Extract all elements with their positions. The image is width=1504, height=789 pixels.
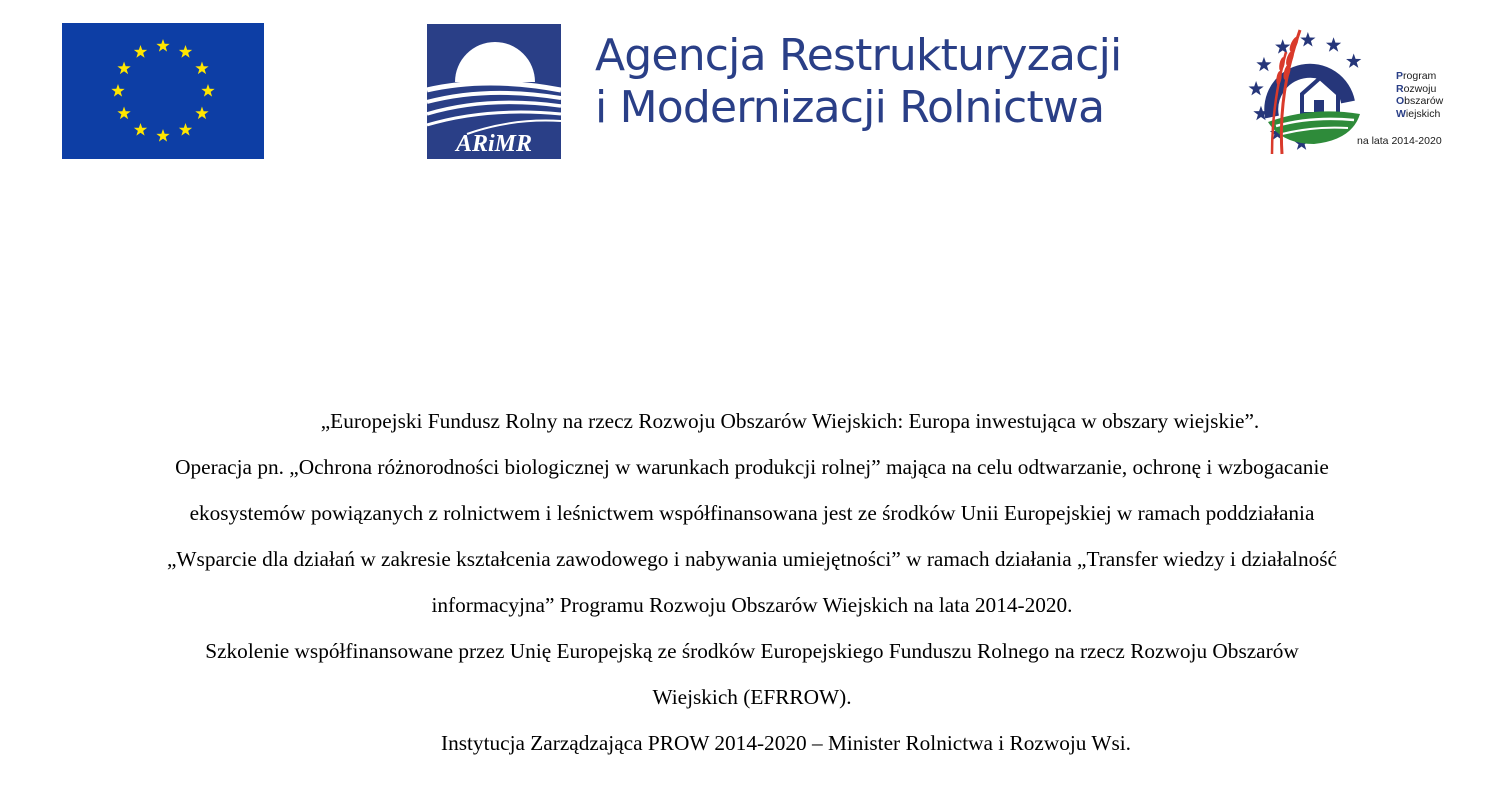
prow-logo — [1242, 22, 1462, 162]
arimr-logo — [427, 24, 1122, 160]
funding-statement — [0, 398, 1504, 766]
prow-line4-rest: iejskich — [1405, 107, 1441, 120]
statement-line: Szkolenie współfinansowane przez Unię Europejską ze środków Europejskiego Funduszu Rolnego na rzecz Rozwoju Obszarów — [205, 639, 1299, 663]
statement-line: Instytucja Zarządzająca PROW 2014-2020 – Minister Rolnictwa i Rozwoju Wsi. — [440, 731, 1132, 755]
arimr-name-line2: i Modernizacji Rolnictwa — [595, 82, 1105, 133]
prow-line1 — [1396, 70, 1443, 83]
prow-star-icon — [1275, 39, 1290, 53]
statement-line: ekosystemów powiązanych z rolnictwem i leśnictwem współfinansowana jest ze środków Unii Europejskiej w ramach poddziałania — [189, 501, 1315, 525]
arimr-mark-icon — [427, 24, 561, 159]
prow-line1-rest: rogram — [1403, 70, 1437, 82]
arimr-agency-name — [595, 30, 1121, 134]
prow-line1-initial: P — [1396, 70, 1404, 82]
arimr-name-line1: Agencja Restrukturyzacji — [595, 30, 1122, 81]
prow-line4-initial: W — [1396, 107, 1406, 120]
arimr-mark-label: ARiMR — [455, 131, 533, 157]
prow-years: na lata 2014-2020 — [1357, 135, 1442, 147]
eu-flag-icon — [62, 23, 264, 159]
prow-line2-initial: R — [1396, 82, 1404, 95]
statement-line: „Wsparcie dla działań w zakresie kształcenia zawodowego i nabywania umiejętności” w ramach działania „Transfer wiedzy i działalność — [166, 547, 1338, 571]
prow-star-icon — [1248, 81, 1263, 95]
statement-line: informacyjna” Programu Rozwoju Obszarów Wiejskich na lata 2014-2020. — [431, 593, 1073, 617]
statement-line: Operacja pn. „Ochrona różnorodności biologicznej w warunkach produkcji rolnej” mająca na celu odtwarzanie, ochronę i wzbogacanie — [175, 455, 1329, 479]
prow-line4 — [1396, 108, 1443, 121]
statement-line: Wiejskich (EFRROW). — [652, 685, 852, 709]
prow-program-name — [1396, 70, 1443, 120]
prow-star-icon — [1326, 37, 1341, 51]
statement-line: „Europejski Fundusz Rolny na rzecz Rozwoju Obszarów Wiejskich: Europa inwestująca w obszary wiejskie”. — [320, 409, 1260, 433]
prow-star-icon — [1300, 32, 1315, 46]
prow-line2 — [1396, 83, 1443, 96]
prow-line3-initial: O — [1396, 95, 1405, 108]
prow-star-icon — [1346, 53, 1361, 67]
prow-line3-rest: bszarów — [1404, 95, 1444, 108]
prow-logo-icon — [1242, 22, 1372, 162]
prow-line3 — [1396, 95, 1443, 108]
logo-row — [0, 0, 1504, 180]
prow-line2-rest: ozwoju — [1403, 82, 1437, 95]
prow-star-icon — [1256, 57, 1271, 71]
